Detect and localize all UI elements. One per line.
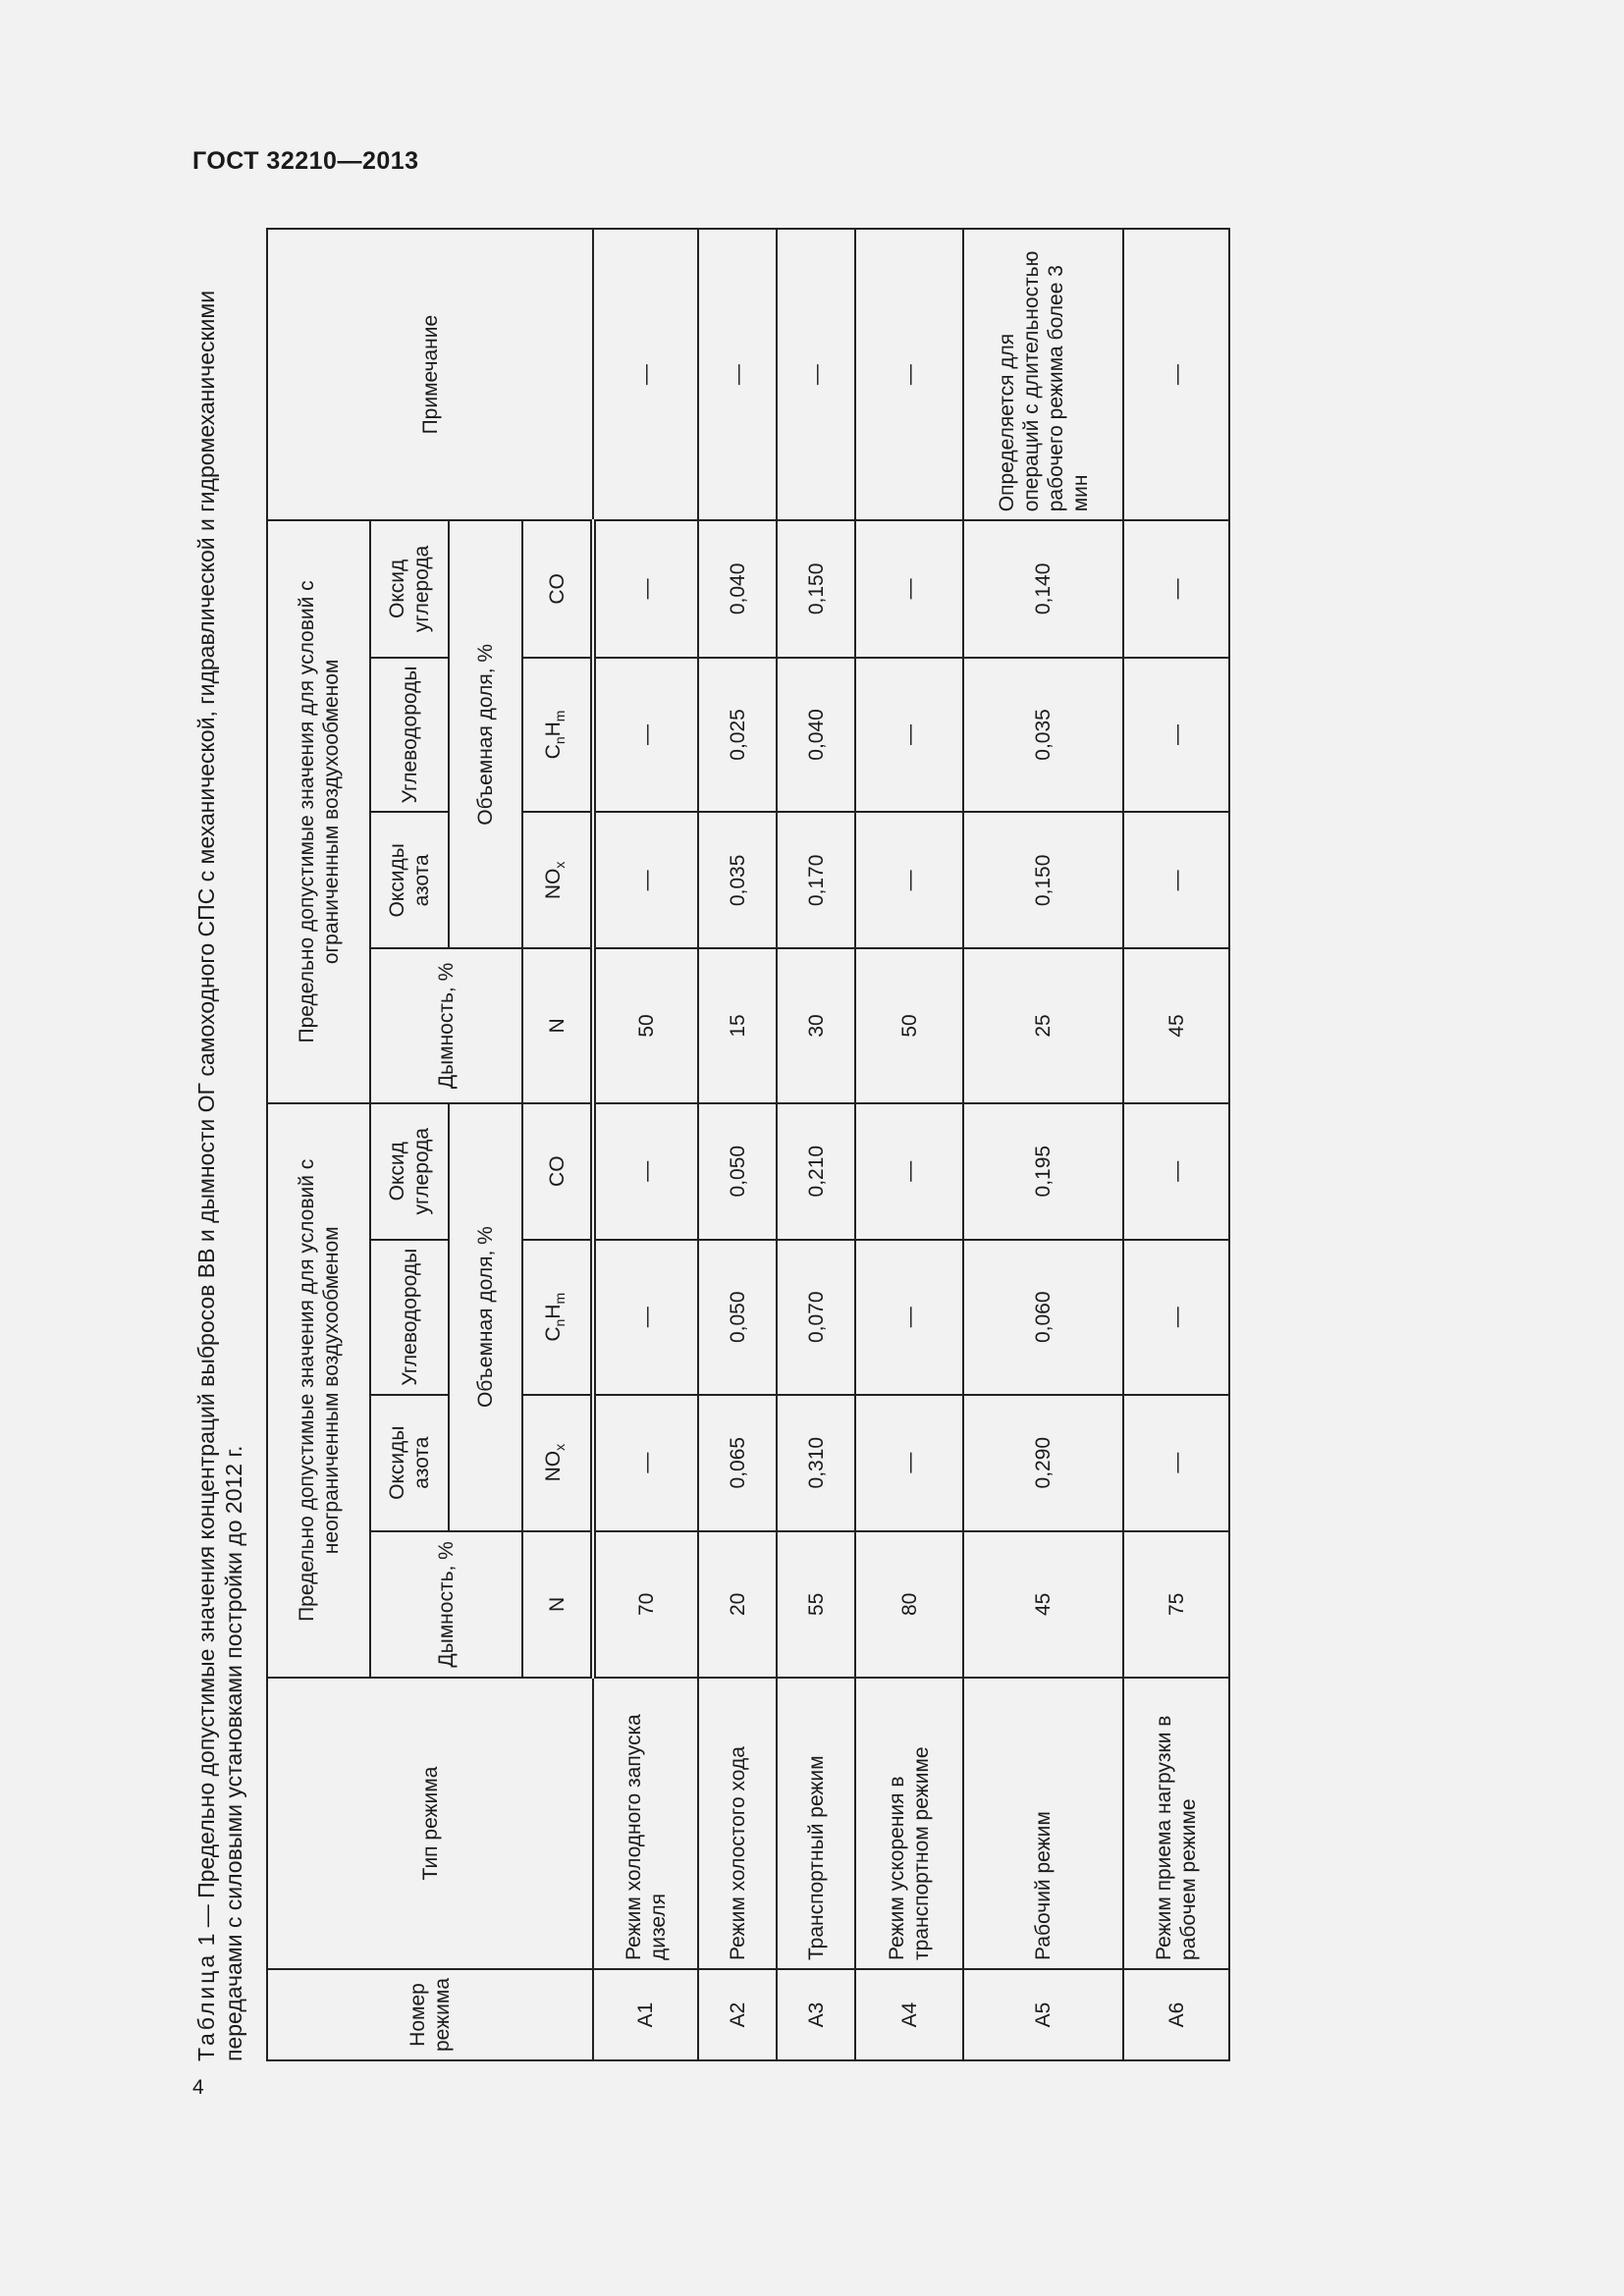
cell-mode-type: Режим холостого хода xyxy=(698,1678,777,1969)
document-title: ГОСТ 32210—2013 xyxy=(192,147,419,175)
cell-smoke-2: 45 xyxy=(1123,948,1229,1102)
caption-text: — Предельно допустимые значения концентраций выбросов ВВ и дымности ОГ самоходного СПС с механической, гидравлической и гидромеханическими передачами с силовыми установками постройки до 2012 г. xyxy=(193,290,246,2061)
cell-smoke-2: 25 xyxy=(963,948,1123,1102)
header-volume-share-1: Объемная доля, % xyxy=(449,1103,522,1531)
cell-mode-number: А1 xyxy=(593,1969,698,2060)
cell-nox-2: 0,170 xyxy=(777,812,855,948)
unit-smoke-2: N xyxy=(522,948,593,1102)
header-mode-type: Тип режима xyxy=(267,1678,593,1969)
cell-mode-number: А3 xyxy=(777,1969,855,2060)
unit-co-1: CO xyxy=(522,1103,593,1240)
cell-mode-number: А4 xyxy=(855,1969,963,2060)
header-group-unlimited: Предельно допустимые значения для условий с неограниченным воздухообменом xyxy=(267,1103,370,1678)
rotated-table-block xyxy=(192,228,1272,2061)
cell-co-2: — xyxy=(1123,520,1229,657)
cell-nox-1: 0,290 xyxy=(963,1395,1123,1531)
cell-hc-1: — xyxy=(1123,1240,1229,1395)
cell-hc-2: — xyxy=(593,658,698,813)
caption-number: 1 xyxy=(193,1933,219,1947)
unit-co-2: CO xyxy=(522,520,593,657)
cell-co-1: 0,050 xyxy=(698,1103,777,1240)
cell-smoke-2: 15 xyxy=(698,948,777,1102)
header-volume-share-2: Объемная доля, % xyxy=(449,520,522,948)
cell-note: — xyxy=(1123,229,1229,520)
cell-co-2: — xyxy=(593,520,698,657)
table-row xyxy=(963,229,1123,2060)
cell-smoke-1: 20 xyxy=(698,1531,777,1678)
cell-co-2: — xyxy=(855,520,963,657)
table-row xyxy=(698,229,777,2060)
cell-note: — xyxy=(593,229,698,520)
table-row xyxy=(593,229,698,2060)
cell-hc-2: 0,035 xyxy=(963,658,1123,813)
cell-nox-1: 0,310 xyxy=(777,1395,855,1531)
cell-nox-2: — xyxy=(1123,812,1229,948)
cell-smoke-2: 50 xyxy=(593,948,698,1102)
cell-nox-2: 0,150 xyxy=(963,812,1123,948)
header-smoke-1: Дымность, % xyxy=(370,1531,522,1678)
cell-hc-2: — xyxy=(1123,658,1229,813)
cell-hc-2: 0,025 xyxy=(698,658,777,813)
emissions-table xyxy=(266,228,1230,2061)
cell-nox-1: 0,065 xyxy=(698,1395,777,1531)
header-hc-2: Углеводороды xyxy=(370,658,449,813)
cell-hc-1: — xyxy=(593,1240,698,1395)
cell-co-1: 0,195 xyxy=(963,1103,1123,1240)
cell-co-2: 0,140 xyxy=(963,520,1123,657)
header-nox-1: Оксиды азота xyxy=(370,1395,449,1531)
unit-nox-2: $NO_x$ xyxy=(522,812,593,948)
header-group-limited: Предельно допустимые значения для условий с ограниченным воздухообменом xyxy=(267,520,370,1102)
cell-note: Определяется для операций с длительностью рабочего режима более 3 мин xyxy=(963,229,1123,520)
header-note: Примечание xyxy=(267,229,593,520)
cell-nox-2: 0,035 xyxy=(698,812,777,948)
cell-smoke-1: 45 xyxy=(963,1531,1123,1678)
cell-mode-type: Режим холодного запуска дизеля xyxy=(593,1678,698,1969)
cell-mode-type: Режим приема нагрузки в рабочем режиме xyxy=(1123,1678,1229,1969)
cell-hc-2: 0,040 xyxy=(777,658,855,813)
cell-mode-number: А5 xyxy=(963,1969,1123,2060)
cell-note: — xyxy=(855,229,963,520)
header-smoke-2: Дымность, % xyxy=(370,948,522,1102)
cell-co-1: — xyxy=(593,1103,698,1240)
cell-note: — xyxy=(698,229,777,520)
cell-smoke-2: 50 xyxy=(855,948,963,1102)
unit-nox-1: $NO_x$ xyxy=(522,1395,593,1531)
table-row xyxy=(1123,229,1229,2060)
header-hc-1: Углеводороды xyxy=(370,1240,449,1395)
cell-mode-number: А6 xyxy=(1123,1969,1229,2060)
table-row xyxy=(777,229,855,2060)
header-co-2: Оксид углерода xyxy=(370,520,449,657)
cell-hc-1: 0,060 xyxy=(963,1240,1123,1395)
cell-co-1: 0,210 xyxy=(777,1103,855,1240)
cell-hc-2: — xyxy=(855,658,963,813)
cell-smoke-2: 30 xyxy=(777,948,855,1102)
cell-nox-2: — xyxy=(593,812,698,948)
header-nox-2: Оксиды азота xyxy=(370,812,449,948)
cell-hc-1: 0,050 xyxy=(698,1240,777,1395)
cell-mode-number: А2 xyxy=(698,1969,777,2060)
cell-co-2: 0,040 xyxy=(698,520,777,657)
caption-label: Таблица xyxy=(193,1951,219,2061)
cell-mode-type: Режим ускорения в транспортном режиме xyxy=(855,1678,963,1969)
header-mode-number: Номер режима xyxy=(267,1969,593,2060)
cell-nox-2: — xyxy=(855,812,963,948)
cell-co-2: 0,150 xyxy=(777,520,855,657)
cell-nox-1: — xyxy=(855,1395,963,1531)
cell-co-1: — xyxy=(1123,1103,1229,1240)
unit-smoke-1: N xyxy=(522,1531,593,1678)
cell-hc-1: 0,070 xyxy=(777,1240,855,1395)
cell-smoke-1: 75 xyxy=(1123,1531,1229,1678)
cell-smoke-1: 80 xyxy=(855,1531,963,1678)
unit-hc-1: $C_nH_m$ xyxy=(522,1240,593,1395)
page-number: 4 xyxy=(192,2076,204,2099)
cell-mode-type: Рабочий режим xyxy=(963,1678,1123,1969)
table-caption xyxy=(192,228,247,2061)
cell-mode-type: Транспортный режим xyxy=(777,1678,855,1969)
cell-nox-1: — xyxy=(1123,1395,1229,1531)
cell-co-1: — xyxy=(855,1103,963,1240)
cell-nox-1: — xyxy=(593,1395,698,1531)
cell-smoke-1: 55 xyxy=(777,1531,855,1678)
cell-note: — xyxy=(777,229,855,520)
table-row xyxy=(855,229,963,2060)
cell-hc-1: — xyxy=(855,1240,963,1395)
cell-smoke-1: 70 xyxy=(593,1531,698,1678)
header-co-1: Оксид углерода xyxy=(370,1103,449,1240)
unit-hc-2: $C_nH_m$ xyxy=(522,658,593,813)
